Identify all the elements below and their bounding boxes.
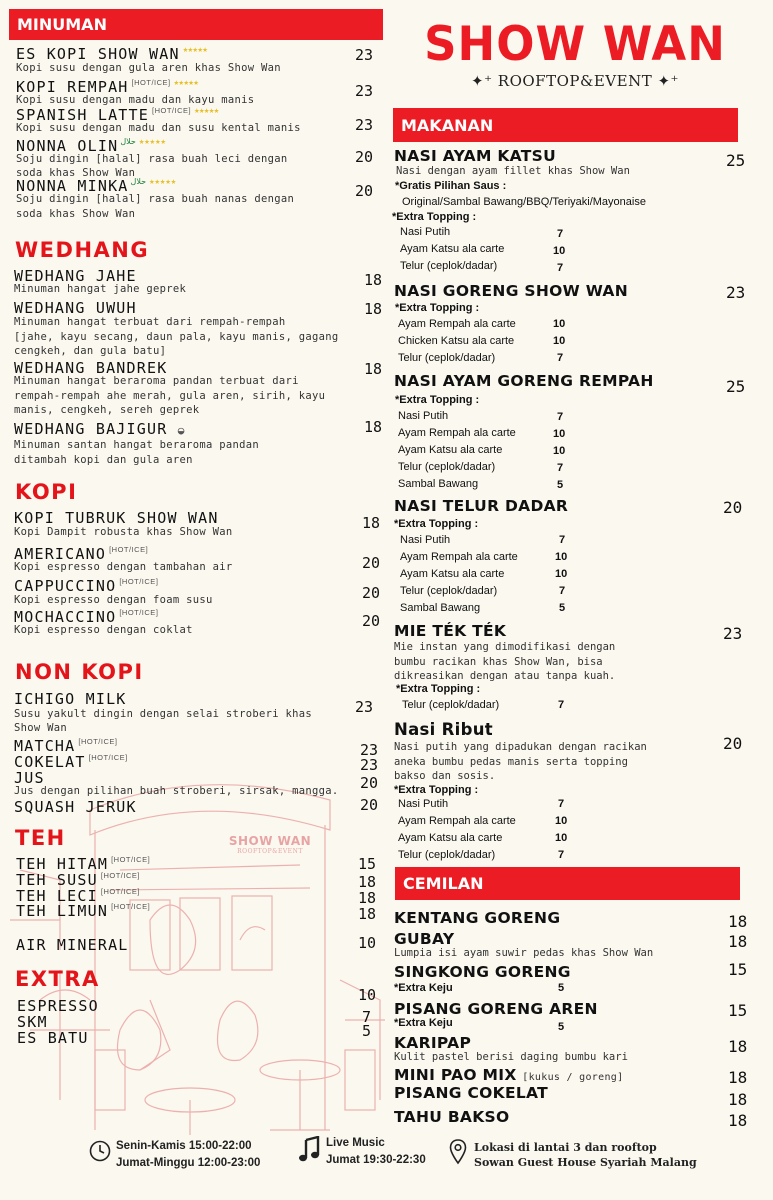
item-tag: [HOT/ICE]	[88, 753, 128, 762]
topping-price: 7	[557, 462, 564, 474]
item-name: MOCHACCINO	[14, 608, 117, 626]
item-price: 23	[355, 82, 374, 100]
option-label: *Extra Topping :	[394, 518, 479, 530]
item-name: MATCHA	[14, 737, 76, 755]
item-tag: [HOT/ICE]	[100, 887, 140, 896]
topping-name: Ayam Katsu ala carte	[400, 243, 505, 255]
item-name: COKELAT	[14, 753, 86, 771]
section-title: MINUMAN	[17, 15, 107, 34]
item-name: MINI PAO MIX	[394, 1066, 517, 1084]
topping-price: 7	[557, 352, 564, 364]
item-price: 25	[726, 377, 746, 396]
live-music-label: Live Music	[326, 1137, 385, 1149]
topping-price: 10	[553, 318, 566, 330]
rating-stars-icon: ★★★★★	[149, 177, 177, 187]
item-desc: rempah-rempah ahe merah, gula aren, sirih, kayu	[14, 390, 326, 402]
item-price: 18	[358, 873, 377, 891]
section-title-teh: TEH	[15, 826, 66, 850]
item-name: AMERICANO	[14, 545, 107, 563]
item-name: SKM	[17, 1013, 48, 1031]
topping-price: 10	[553, 245, 566, 257]
watermark-logo	[225, 834, 315, 855]
topping-price: 7	[558, 849, 565, 861]
topping-price: 5	[557, 479, 564, 491]
section-title-wedhang: WEDHANG	[15, 238, 150, 262]
item-price: 7	[362, 1008, 372, 1026]
topping-name: Telur (ceplok/dadar)	[398, 352, 496, 364]
sparkle-icon: ✦⁺	[657, 72, 679, 90]
topping-name: Sambal Bawang	[398, 478, 479, 490]
topping-name: Telur (ceplok/dadar)	[398, 849, 496, 861]
topping-name: Telur (ceplok/dadar)	[400, 585, 498, 597]
topping-price: 7	[559, 585, 566, 597]
item-name: KOPI REMPAH	[16, 78, 129, 96]
option-label: *Extra Topping :	[395, 302, 480, 314]
item-name: WEDHANG JAHE	[14, 267, 137, 285]
clock-icon	[89, 1140, 111, 1162]
item-name: SQUASH JERUK	[14, 798, 137, 816]
item-desc: bakso dan sosis.	[394, 770, 496, 782]
item-name: Nasi Ribut	[394, 720, 493, 739]
item-desc: bumbu racikan khas Show Wan, bisa	[394, 656, 603, 668]
option-label: *Extra Topping :	[395, 394, 480, 406]
item-price: 18	[358, 905, 377, 923]
brand-logo	[400, 15, 750, 90]
section-header-cemilan	[395, 867, 740, 900]
item-name: TAHU BAKSO	[394, 1108, 510, 1126]
item-desc: soda khas Show Wan	[16, 167, 136, 179]
item-desc: Mie instan yang dimodifikasi dengan	[394, 641, 616, 653]
item-name: NASI GORENG SHOW WAN	[394, 282, 628, 300]
item-desc: dikreasikan dengan atau tanpa kuah.	[394, 670, 616, 682]
item-tag: [HOT/ICE]	[78, 737, 118, 746]
location-line-1: Lokasi di lantai 3 dan rooftop	[474, 1141, 657, 1154]
topping-price: 5	[558, 982, 565, 994]
topping-price: 7	[557, 262, 564, 274]
topping-name: Ayam Katsu ala carte	[400, 568, 505, 580]
topping-name: Sambal Bawang	[400, 602, 481, 614]
item-name: PISANG COKELAT	[394, 1084, 548, 1102]
topping-price: 10	[555, 832, 568, 844]
item-name: WEDHANG BAJIGUR	[14, 420, 168, 438]
topping-name: Nasi Putih	[398, 798, 449, 810]
item-price: 10	[358, 934, 377, 952]
item-tag: [kukus / goreng]	[522, 1072, 624, 1083]
item-name: KOPI TUBRUK SHOW WAN	[14, 509, 219, 527]
item-name: AIR MINERAL	[16, 936, 129, 954]
brand-subtitle-row	[400, 72, 750, 90]
item-tag: [HOT/ICE]	[111, 855, 151, 864]
topping-price: 10	[555, 815, 568, 827]
item-tag: [HOT/ICE]	[111, 902, 151, 911]
item-desc: Kopi susu dengan madu dan kayu manis	[16, 94, 255, 106]
item-desc: Kopi Dampit robusta khas Show Wan	[14, 526, 233, 538]
item-name: JUS	[14, 769, 45, 787]
item-price: 18	[364, 300, 383, 318]
item-name: KENTANG GORENG	[394, 909, 561, 927]
topping-price: 7	[559, 534, 566, 546]
live-music-time: Jumat 19:30-22:30	[326, 1154, 426, 1166]
item-price: 20	[723, 734, 743, 753]
topping-price: 7	[557, 411, 564, 423]
item-desc: Soju dingin [halal] rasa buah nanas dengan	[16, 193, 295, 205]
item-desc: Kopi espresso dengan coklat	[14, 624, 193, 636]
hours-weekday: Senin-Kamis 15:00-22:00	[116, 1140, 252, 1152]
section-title: CEMILAN	[403, 874, 484, 893]
item-desc: Kopi espresso dengan foam susu	[14, 594, 213, 606]
topping-name: Telur (ceplok/dadar)	[402, 699, 500, 711]
item-price: 25	[726, 151, 746, 170]
item-price: 10	[358, 986, 377, 1004]
item-tag: [HOT/ICE]	[131, 78, 171, 87]
item-desc: manis, cengkeh, sereh geprek	[14, 404, 200, 416]
item-desc: Lumpia isi ayam suwir pedas khas Show Wan	[394, 947, 654, 959]
item-tag: [HOT/ICE]	[119, 577, 159, 586]
item-name: KARIPAP	[394, 1034, 472, 1052]
item-price: 20	[355, 182, 374, 200]
option-label: *Extra Topping :	[396, 683, 481, 695]
item-tag: [HOT/ICE]	[109, 545, 149, 554]
item-price: 18	[728, 932, 748, 951]
item-name: ES BATU	[17, 1029, 89, 1047]
option-label: *Gratis Pilihan Saus :	[395, 180, 507, 192]
item-name: MIE TÉK TÉK	[394, 622, 507, 640]
item-desc: cengkeh, dan gula batu]	[14, 345, 167, 357]
item-price: 20	[360, 774, 379, 792]
topping-price: 7	[558, 798, 565, 810]
topping-name: Telur (ceplok/dadar)	[400, 260, 498, 272]
item-name: NASI AYAM KATSU	[394, 147, 556, 165]
topping-name: Nasi Putih	[400, 226, 451, 238]
item-desc: Kopi espresso dengan tambahan air	[14, 561, 233, 573]
halal-icon: حلال	[130, 177, 147, 186]
item-desc: [jahe, kayu secang, daun pala, kayu manis, gagang	[14, 331, 339, 343]
item-price: 18	[364, 418, 383, 436]
topping-name: Ayam Rempah ala carte	[398, 427, 516, 439]
topping-price: 10	[553, 445, 566, 457]
item-name: TEH LIMUN	[16, 902, 109, 920]
music-note-icon	[298, 1136, 322, 1164]
item-price: 20	[360, 796, 379, 814]
item-price: 23	[355, 698, 374, 716]
item-name: WEDHANG UWUH	[14, 299, 137, 317]
section-header-minuman	[9, 9, 383, 40]
item-desc: Jus dengan pilihan buah stroberi, sirsak, mangga.	[14, 785, 339, 797]
watermark-sub: ROOFTOP&EVENT	[237, 848, 303, 855]
topping-price: 10	[555, 551, 568, 563]
item-price: 23	[360, 756, 379, 774]
item-desc: Minuman hangat jahe geprek	[14, 283, 187, 295]
item-price: 23	[360, 741, 379, 759]
item-price: 23	[355, 46, 374, 64]
topping-name: Nasi Putih	[400, 534, 451, 546]
rating-stars-icon: ★★★★★	[182, 45, 208, 55]
option-line: Original/Sambal Bawang/BBQ/Teriyaki/Mayonaise	[402, 196, 646, 208]
topping-price: 7	[557, 228, 564, 240]
option-label: *Extra Keju	[394, 982, 453, 994]
item-name: SINGKONG GORENG	[394, 963, 571, 981]
section-header-makanan	[393, 108, 738, 142]
item-price: 18	[364, 360, 383, 378]
item-name: ICHIGO MILK	[14, 690, 127, 708]
topping-name: Chicken Katsu ala carte	[398, 335, 515, 347]
bowl-icon: ◒	[177, 424, 186, 437]
topping-price: 10	[553, 335, 566, 347]
item-name: GUBAY	[394, 930, 455, 948]
item-price: 20	[362, 612, 381, 630]
item-price: 23	[355, 116, 374, 134]
item-price: 20	[362, 554, 381, 572]
item-name: ES KOPI SHOW WAN	[16, 45, 180, 63]
topping-name: Ayam Katsu ala carte	[398, 444, 503, 456]
brand-name: SHOW WAN	[424, 15, 726, 72]
item-price: 18	[728, 912, 748, 931]
item-price: 18	[728, 1111, 748, 1130]
item-price: 15	[358, 855, 377, 873]
item-desc: Minuman hangat beraroma pandan terbuat dari	[14, 375, 299, 387]
section-title-kopi: KOPI	[15, 480, 78, 504]
item-price: 20	[723, 498, 743, 517]
section-title-nonkopi: NON KOPI	[15, 660, 144, 684]
item-price: 15	[728, 1001, 748, 1020]
topping-name: Nasi Putih	[398, 410, 449, 422]
location-pin-icon	[449, 1139, 467, 1165]
item-desc: Minuman hangat terbuat dari rempah-rempah	[14, 316, 286, 328]
item-desc: aneka bumbu pedas manis serta topping	[394, 756, 628, 768]
item-name: WEDHANG BANDREK	[14, 359, 168, 377]
item-price: 18	[728, 1068, 748, 1087]
item-name: NASI TELUR DADAR	[394, 497, 569, 515]
halal-icon: حلال	[120, 137, 136, 146]
topping-name: Ayam Rempah ala carte	[398, 815, 516, 827]
item-name: TEH LECI	[16, 887, 98, 905]
item-tag: [HOT/ICE]	[119, 608, 159, 617]
brand-subtitle: ROOFTOP&EVENT	[497, 72, 653, 90]
item-desc: Kopi susu dengan madu dan susu kental manis	[16, 122, 301, 134]
sparkle-icon: ✦⁺	[471, 72, 493, 90]
topping-name: Ayam Rempah ala carte	[400, 551, 518, 563]
topping-price: 7	[558, 699, 565, 711]
topping-price: 5	[558, 1021, 565, 1033]
topping-name: Ayam Rempah ala carte	[398, 318, 516, 330]
option-label: *Extra Keju	[394, 1017, 453, 1029]
item-name: NONNA OLIN	[16, 137, 119, 155]
item-price: 20	[362, 584, 381, 602]
item-desc: Kopi susu dengan gula aren khas Show Wan	[16, 62, 281, 74]
rating-stars-icon: ★★★★★	[194, 106, 219, 116]
item-price: 18	[364, 271, 383, 289]
item-price: 15	[728, 960, 748, 979]
item-name: SPANISH LATTE	[16, 106, 149, 124]
rating-stars-icon: ★★★★★	[173, 78, 199, 88]
section-title: MAKANAN	[401, 115, 494, 135]
item-tag: [HOT/ICE]	[100, 871, 140, 880]
item-price: 23	[726, 283, 746, 302]
item-price: 18	[362, 514, 381, 532]
item-name: TEH HITAM	[16, 855, 109, 873]
item-price: 18	[728, 1037, 748, 1056]
item-price: 20	[355, 148, 374, 166]
topping-name: Ayam Katsu ala carte	[398, 832, 503, 844]
item-desc: Show Wan	[14, 722, 67, 734]
item-name: NONNA MINKA	[16, 177, 129, 195]
item-name: CAPPUCCINO	[14, 577, 117, 595]
item-name: ESPRESSO	[17, 997, 99, 1015]
item-name: PISANG GORENG AREN	[394, 1000, 598, 1018]
topping-price: 10	[555, 568, 568, 580]
item-desc: Soju dingin [halal] rasa buah leci dengan	[16, 153, 288, 165]
item-desc: soda khas Show Wan	[16, 208, 136, 220]
item-price: 18	[358, 889, 377, 907]
item-desc: Susu yakult dingin dengan selai stroberi khas	[14, 708, 312, 720]
item-desc: Nasi dengan ayam fillet khas Show Wan	[396, 165, 630, 177]
item-tag: [HOT/ICE]	[152, 106, 192, 115]
item-price: 23	[723, 624, 743, 643]
item-desc: Kulit pastel berisi daging bumbu kari	[394, 1051, 628, 1063]
item-name: TEH SUSU	[16, 871, 98, 889]
hours-weekend: Jumat-Minggu 12:00-23:00	[116, 1157, 261, 1169]
option-label: *Extra Topping :	[394, 784, 479, 796]
section-title-extra: EXTRA	[15, 967, 100, 991]
item-desc: ditambah kopi dan gula aren	[14, 454, 193, 466]
option-label: *Extra Topping :	[392, 211, 477, 223]
topping-price: 10	[553, 428, 566, 440]
item-desc: Nasi putih yang dipadukan dengan racikan	[394, 741, 647, 753]
item-price: 5	[362, 1022, 372, 1040]
location-line-2: Sowan Guest House Syariah Malang	[474, 1156, 697, 1169]
rating-stars-icon: ★★★★★	[138, 137, 166, 147]
watermark-name: SHOW WAN	[228, 834, 312, 848]
topping-name: Telur (ceplok/dadar)	[398, 461, 496, 473]
item-desc: Minuman santan hangat beraroma pandan	[14, 439, 259, 451]
topping-price: 5	[559, 602, 566, 614]
item-name: NASI AYAM GORENG REMPAH	[394, 372, 654, 390]
item-price: 18	[728, 1090, 748, 1109]
